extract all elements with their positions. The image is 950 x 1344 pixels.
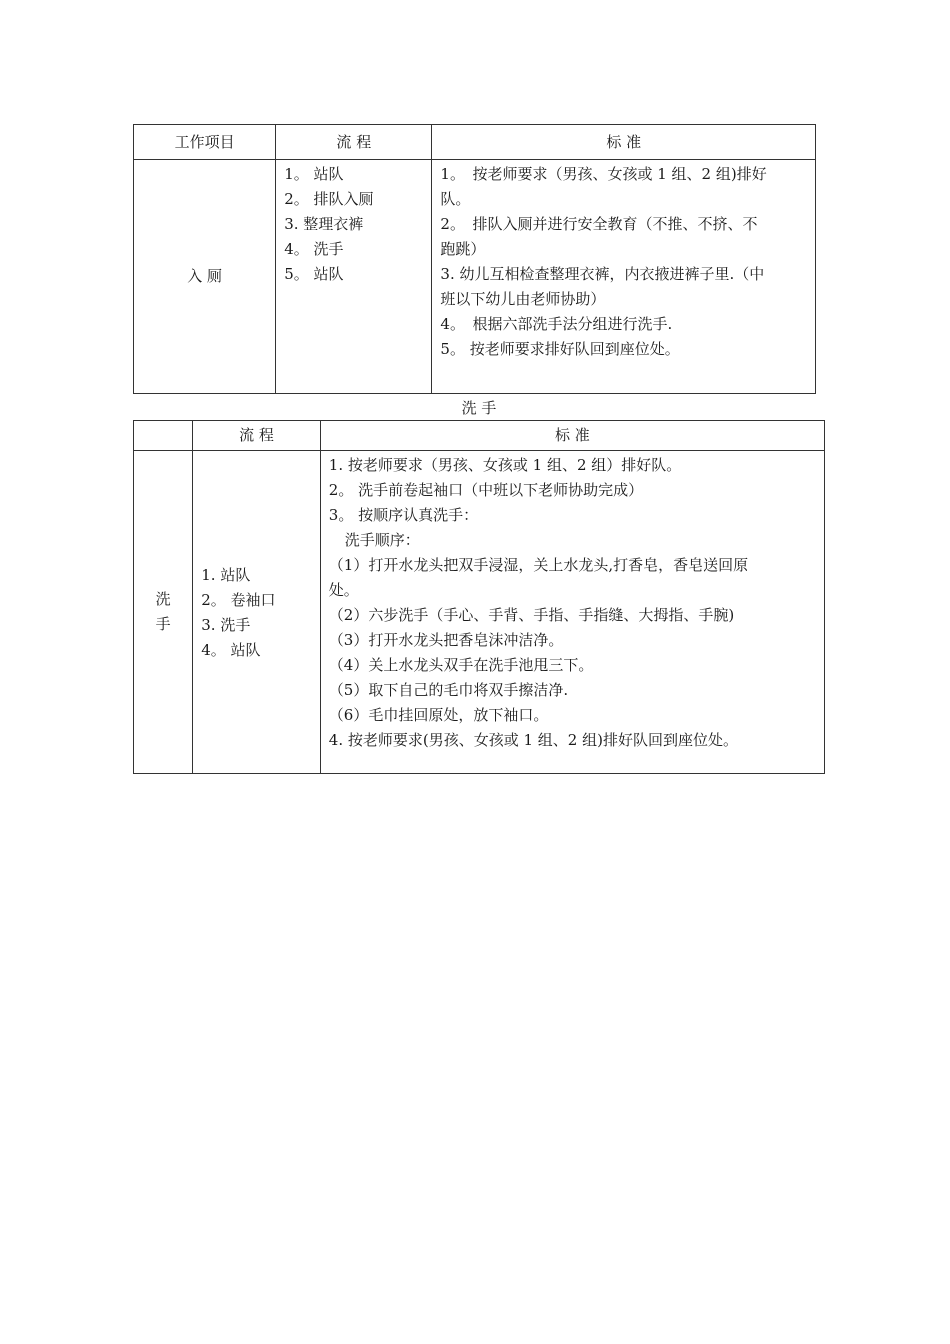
work-item-cell	[134, 160, 276, 394]
header-process: 流 程	[276, 125, 432, 160]
process-step: 1。 站队	[284, 165, 344, 183]
process-step: 2。 排队入厕	[284, 190, 374, 208]
standard-line: （5）取下自己的毛巾将双手擦洁净.	[328, 681, 569, 699]
table-row	[134, 160, 816, 394]
table-header-row	[134, 421, 825, 451]
table-header-row	[134, 125, 816, 160]
standard-line: 1. 按老师要求（男孩、女孩或 1 组、2 组）排好队。	[328, 456, 682, 474]
process-step: 3. 洗手	[201, 616, 251, 634]
standard-line: 3。 按顺序认真洗手：	[328, 506, 479, 524]
standard-line: 2。 洗手前卷起袖口（中班以下老师协助完成）	[328, 481, 644, 499]
section-caption: 洗 手	[461, 399, 497, 417]
process-step: 3. 整理衣裤	[284, 215, 364, 233]
standard-line: 洗手顺序：	[344, 531, 420, 549]
work-item-cell	[134, 451, 193, 774]
process-step: 1. 站队	[201, 566, 251, 584]
process-step: 4。 洗手	[284, 240, 344, 258]
process-step: 4。 站队	[201, 641, 261, 659]
standard-line: 5。 按老师要求排好队回到座位处。	[440, 340, 680, 358]
standard-line: （2）六步洗手（手心、手背、手指、手指缝、大拇指、手腕)	[328, 606, 735, 624]
process-step: 5。 站队	[284, 265, 344, 283]
process-cell	[276, 160, 432, 394]
standard-line: 3. 幼儿互相检查整理衣裤，内衣掖进裤子里.（中	[440, 265, 765, 283]
header-work-item: 工作项目	[134, 125, 276, 160]
standard-line: 4. 按老师要求(男孩、女孩或 1 组、2 组)排好队回到座位处。	[328, 731, 738, 749]
toilet-procedure-table	[133, 124, 816, 394]
standard-line: 班以下幼儿由老师协助）	[440, 290, 606, 308]
standard-cell	[432, 160, 816, 394]
table-row	[134, 451, 825, 774]
handwashing-procedure-table	[133, 420, 825, 774]
standard-line: 4。 根据六部洗手法分组进行洗手.	[440, 315, 673, 333]
work-item-label: 入 厕	[187, 267, 222, 285]
standard-line: 队。	[440, 190, 471, 208]
standard-line: 2。 排队入厕并进行安全教育（不推、不挤、不	[440, 215, 758, 233]
standard-line: （6）毛巾挂回原处，放下袖口。	[328, 706, 549, 724]
standard-line: 1。 按老师要求（男孩、女孩或 1 组、2 组)排好	[440, 165, 767, 183]
header-process: 流 程	[193, 421, 321, 451]
header-standard: 标 准	[320, 421, 824, 451]
standard-line: （1）打开水龙头把双手浸湿，关上水龙头,打香皂，香皂送回原	[328, 556, 749, 574]
standard-line: 跑跳）	[440, 240, 486, 258]
standard-line: （3）打开水龙头把香皂沫冲洁净。	[328, 631, 564, 649]
standard-line: （4）关上水龙头双手在洗手池甩三下。	[328, 656, 594, 674]
standard-cell	[320, 451, 824, 774]
process-cell	[193, 451, 321, 774]
process-step: 2。 卷袖口	[201, 591, 276, 609]
work-item-char: 洗	[155, 590, 171, 608]
header-blank	[134, 421, 193, 451]
work-item-char: 手	[155, 615, 171, 633]
header-standard: 标 准	[432, 125, 816, 160]
standard-line: 处。	[328, 581, 359, 599]
